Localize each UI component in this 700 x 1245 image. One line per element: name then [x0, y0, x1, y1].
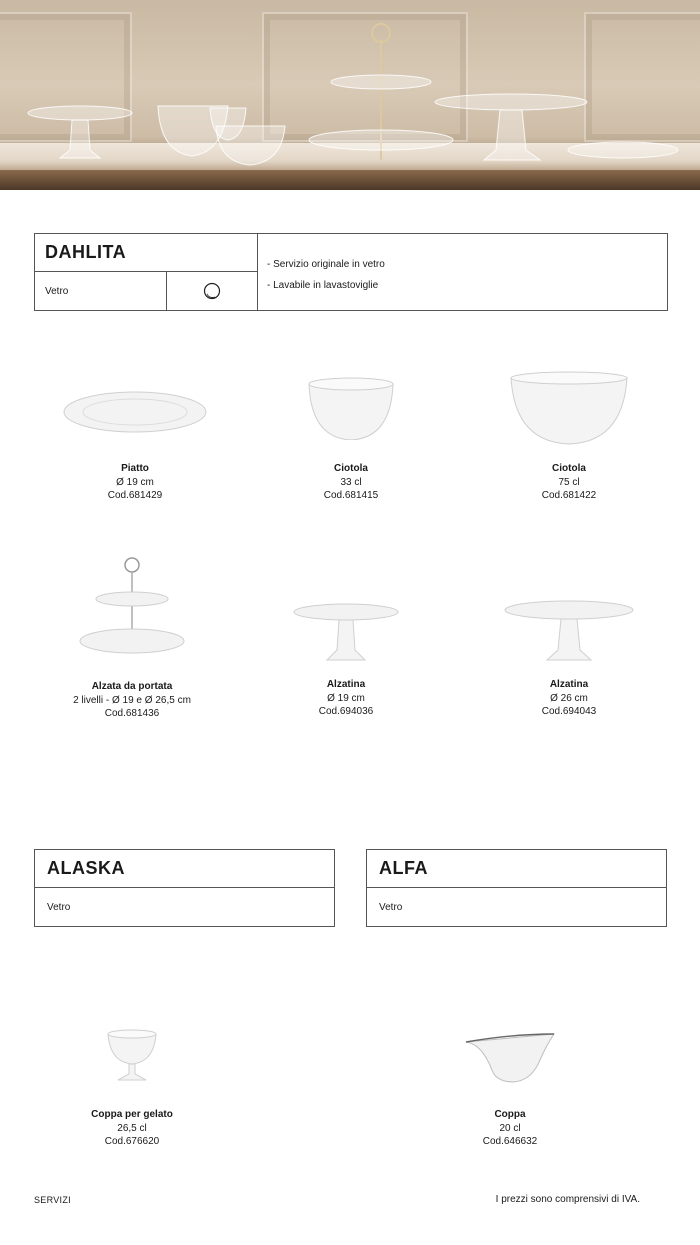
product-piatto-681429 — [55, 370, 215, 503]
glass-circle-icon — [167, 272, 257, 310]
material-label: Vetro — [47, 902, 71, 913]
product-spec: Ø 19 cm — [116, 476, 154, 488]
product-spec: 2 livelli - Ø 19 e Ø 26,5 cm — [73, 694, 191, 706]
glass-cup-image — [462, 1030, 558, 1086]
footer-vat-note: I prezzi sono comprensivi di IVA. — [495, 1194, 640, 1205]
product-code: Cod.681415 — [323, 490, 379, 501]
feature-item: - Lavabile in lavastoviglie — [267, 280, 379, 291]
large-bowl-image — [507, 370, 631, 446]
product-spec: Ø 26 cm — [550, 692, 588, 704]
product-code: Cod.676620 — [104, 1136, 160, 1147]
product-spec: 26,5 cl — [117, 1122, 147, 1134]
product-name: Alzatina — [549, 679, 589, 690]
product-alzata-681436 — [52, 555, 212, 721]
product-code: Cod.694036 — [318, 706, 374, 717]
hero-photo — [0, 0, 700, 190]
product-spec: 75 cl — [558, 476, 580, 488]
product-name: Ciotola — [552, 463, 586, 474]
product-alzatina-694043 — [489, 596, 649, 719]
product-name: Piatto — [121, 463, 149, 474]
product-code: Cod.694043 — [541, 706, 597, 717]
section-title: DAHLITA — [35, 234, 257, 272]
product-name: Ciotola — [334, 463, 368, 474]
feature-item: - Servizio originale in vetro — [267, 259, 385, 270]
material-label: Vetro — [379, 902, 403, 913]
small-cake-stand-image — [291, 598, 401, 664]
dahlita-info-box — [34, 233, 668, 311]
product-coppa-646632 — [430, 1030, 590, 1149]
product-ciotola-681422 — [489, 370, 649, 503]
product-name: Coppa — [494, 1109, 526, 1120]
product-spec: Ø 19 cm — [327, 692, 365, 704]
section-title: ALASKA — [35, 850, 334, 888]
section-title: ALFA — [367, 850, 666, 888]
feature-list — [267, 254, 385, 296]
product-alzatina-694036 — [266, 598, 426, 719]
product-code: Cod.681436 — [104, 708, 160, 719]
glassware-illustration — [0, 0, 700, 190]
product-spec: 33 cl — [340, 476, 362, 488]
product-code: Cod.681429 — [107, 490, 163, 501]
product-code: Cod.681422 — [541, 490, 597, 501]
alfa-info-box — [366, 849, 667, 927]
two-tier-stand-image — [77, 555, 187, 660]
product-name: Coppa per gelato — [91, 1109, 173, 1120]
large-cake-stand-image — [503, 596, 635, 664]
ice-cream-cup-image — [102, 1028, 162, 1084]
small-bowl-image — [301, 370, 401, 440]
plate-image — [60, 370, 210, 440]
product-coppa-gelato-676620 — [52, 1028, 212, 1149]
product-code: Cod.646632 — [482, 1136, 538, 1147]
product-name: Alzatina — [326, 679, 366, 690]
footer-section-label: SERVIZI — [34, 1195, 71, 1205]
product-name: Alzata da portata — [91, 681, 173, 692]
material-label: Vetro — [35, 272, 167, 310]
product-ciotola-681415 — [271, 370, 431, 503]
product-spec: 20 cl — [499, 1122, 521, 1134]
alaska-info-box — [34, 849, 335, 927]
